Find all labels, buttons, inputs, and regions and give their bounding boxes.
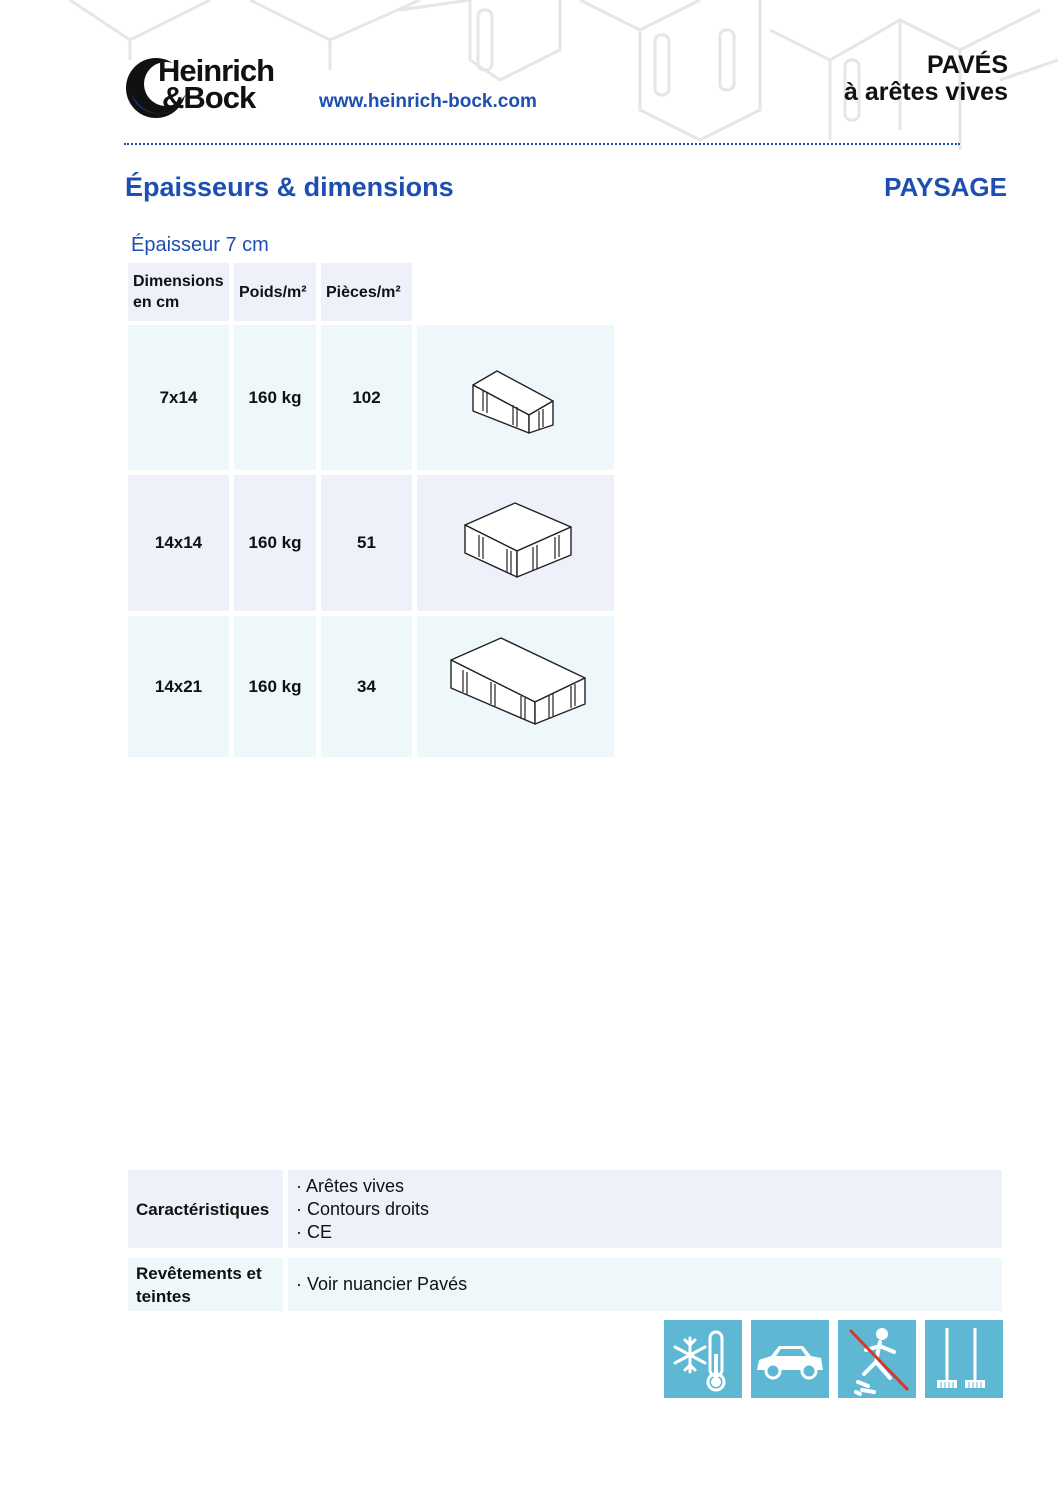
characteristic-item: · Contours droits [296, 1198, 430, 1219]
paver-14x14-icon [417, 475, 614, 611]
header-divider [124, 143, 960, 145]
header-weight: Poids/m² [234, 263, 316, 321]
row3-weight: 160 kg [234, 616, 316, 757]
row2-illustration [417, 475, 614, 611]
category-label: PAYSAGE [884, 172, 1007, 202]
frost-resistant-icon [664, 1320, 742, 1398]
row1-illustration [417, 325, 614, 470]
characteristics-label: Caractéristiques [128, 1170, 283, 1248]
row2-weight: 160 kg [234, 475, 316, 611]
paver-14x21-icon [417, 616, 614, 757]
finishes-label: Revêtements et teintes [128, 1258, 283, 1311]
header-pieces: Pièces/m² [321, 263, 412, 321]
row1-dimensions: 7x14 [128, 325, 229, 470]
header-dimensions: Dimensions en cm [128, 263, 229, 321]
broom-cleaning-icon [925, 1320, 1003, 1398]
ce-mark: · CE [296, 1221, 332, 1242]
product-title-line1: PAVÉS [926, 51, 1008, 79]
row1-pieces: 102 [321, 325, 412, 470]
row2-pieces: 51 [321, 475, 412, 611]
product-title-line2: à arêtes vives [843, 78, 1008, 106]
logo-wordmark-line2: &Bock [162, 80, 256, 115]
row3-illustration [417, 616, 614, 757]
thickness-heading: Épaisseur 7 cm [131, 234, 269, 256]
row3-pieces: 34 [321, 616, 412, 757]
characteristics-list [288, 1170, 1002, 1248]
logo-wordmark-line1: Heinrich [158, 53, 275, 88]
anti-slip-icon [838, 1320, 916, 1398]
row1-weight: 160 kg [234, 325, 316, 470]
car-traffic-icon [751, 1320, 829, 1398]
row2-dimensions: 14x14 [128, 475, 229, 611]
website-link[interactable]: www.heinrich-bock.com [319, 91, 537, 112]
paver-7x14-icon [417, 325, 614, 470]
row3-dimensions: 14x21 [128, 616, 229, 757]
characteristic-item: · Arêtes vives [296, 1175, 405, 1196]
product-title [844, 52, 1008, 106]
section-title: Épaisseurs & dimensions [125, 172, 454, 202]
finishes-value: · Voir nuancier Pavés [288, 1258, 1002, 1311]
